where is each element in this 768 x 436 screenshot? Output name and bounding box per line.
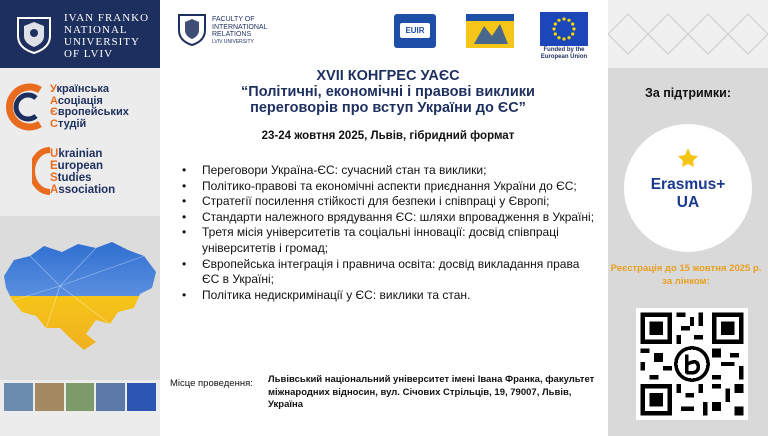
euir-logo-text: EUIR: [400, 23, 430, 38]
photo-strip: [4, 383, 156, 411]
photo-thumbnail: [4, 383, 33, 411]
topic-item: • Стандарти належного врядування ЄС: шляхи впровадження в Україні;: [182, 210, 596, 226]
topic-item: • Третя місія університетів та соціальні інновації: досвід співпраці університетів і громад;: [182, 225, 596, 256]
university-name: [64, 12, 160, 60]
university-name-line: NATIONAL: [64, 24, 128, 36]
en-association-line: Association: [50, 184, 116, 196]
partner-logo: [466, 14, 514, 48]
photo-thumbnail: [66, 383, 95, 411]
funded-by-label: Funded by the European Union: [540, 47, 588, 60]
ornament-band: [608, 0, 768, 68]
erasmus-star-icon: [676, 146, 700, 168]
partner-logo-icon: [466, 14, 514, 48]
ukraine-map-icon: [0, 216, 160, 380]
topics-list: [182, 163, 596, 303]
event-title-line: XVII КОНГРЕС УАЄС: [316, 68, 460, 84]
topic-item: • Європейська інтеграція і правнича освіта: досвід викладання права ЄС в Україні;: [182, 257, 596, 288]
erasmus-text-line: Erasmus+: [650, 176, 726, 193]
registration-note: Реєстрація до 15 жовтня 2025 р. за лінком:: [610, 263, 762, 287]
map-panel: [0, 216, 160, 380]
photo-thumbnail: [127, 383, 156, 411]
faculty-name-line: LVIV UNIVERSITY: [212, 38, 254, 45]
en-association-logo-icon: [32, 146, 52, 196]
qr-code-icon: [636, 308, 748, 420]
erasmus-text: [624, 176, 752, 212]
en-association-line: Ukrainian: [50, 148, 103, 160]
event-title: [170, 68, 606, 116]
topic-item: • Політика недискримінації у ЄС: виклики та стан.: [182, 288, 596, 304]
euir-logo: [394, 14, 436, 48]
topic-item: • Стратегії посилення стійкості для безпеки і співпраці у Європі;: [182, 194, 596, 210]
ua-association-line: Асоціація: [50, 94, 103, 107]
eu-stars-icon: [540, 12, 588, 46]
erasmus-text-line: UA: [676, 194, 700, 211]
en-association-line: European: [50, 160, 104, 172]
en-association-name: [50, 148, 160, 196]
faculty-crest-icon: [176, 12, 208, 48]
event-title-line: переговорів про вступ України до ЄС”: [250, 100, 526, 116]
faculty-name-line: INTERNATIONAL: [212, 23, 268, 31]
venue-address: Львівський національний університет імені Івана Франка, факультет міжнародних відносин, вул. Січових Стрільців, 19, 79007, Львів, Україна: [268, 374, 595, 410]
university-name-line: OF LVIV: [64, 48, 114, 60]
faculty-name-line: FACULTY OF: [212, 16, 255, 23]
ua-association-logo-icon: [4, 82, 50, 132]
ua-association-name: [50, 84, 160, 130]
support-label: За підтримки:: [644, 86, 731, 100]
ua-association-line: Студій: [50, 117, 87, 130]
faculty-name: [212, 16, 268, 46]
qr-code[interactable]: [636, 308, 748, 420]
en-association-line: Studies: [50, 172, 92, 184]
topic-item: • Переговори Україна-ЄС: сучасний стан та виклики;: [182, 163, 596, 179]
photo-thumbnail: [96, 383, 125, 411]
university-name-line: UNIVERSITY: [64, 36, 140, 48]
university-header: [0, 0, 160, 68]
venue-label: Місце проведення:: [170, 378, 253, 389]
topic-item: • Політико-правові та економічні аспекти приєднання України до ЄС;: [182, 179, 596, 195]
event-title-line: “Політичні, економічні і правові виклики: [241, 84, 535, 100]
university-crest-icon: [12, 12, 56, 56]
university-name-line: IVAN FRANKO: [64, 12, 150, 24]
ua-association-line: Українська: [50, 83, 110, 95]
eu-flag: [540, 12, 588, 46]
event-subtitle: 23-24 жовтня 2025, Львів, гібридний формат: [261, 130, 515, 142]
faculty-name-line: RELATIONS: [212, 31, 252, 38]
ua-association-line: Європейських: [50, 106, 129, 118]
photo-thumbnail: [35, 383, 64, 411]
ornament-pattern-icon: [608, 0, 768, 68]
